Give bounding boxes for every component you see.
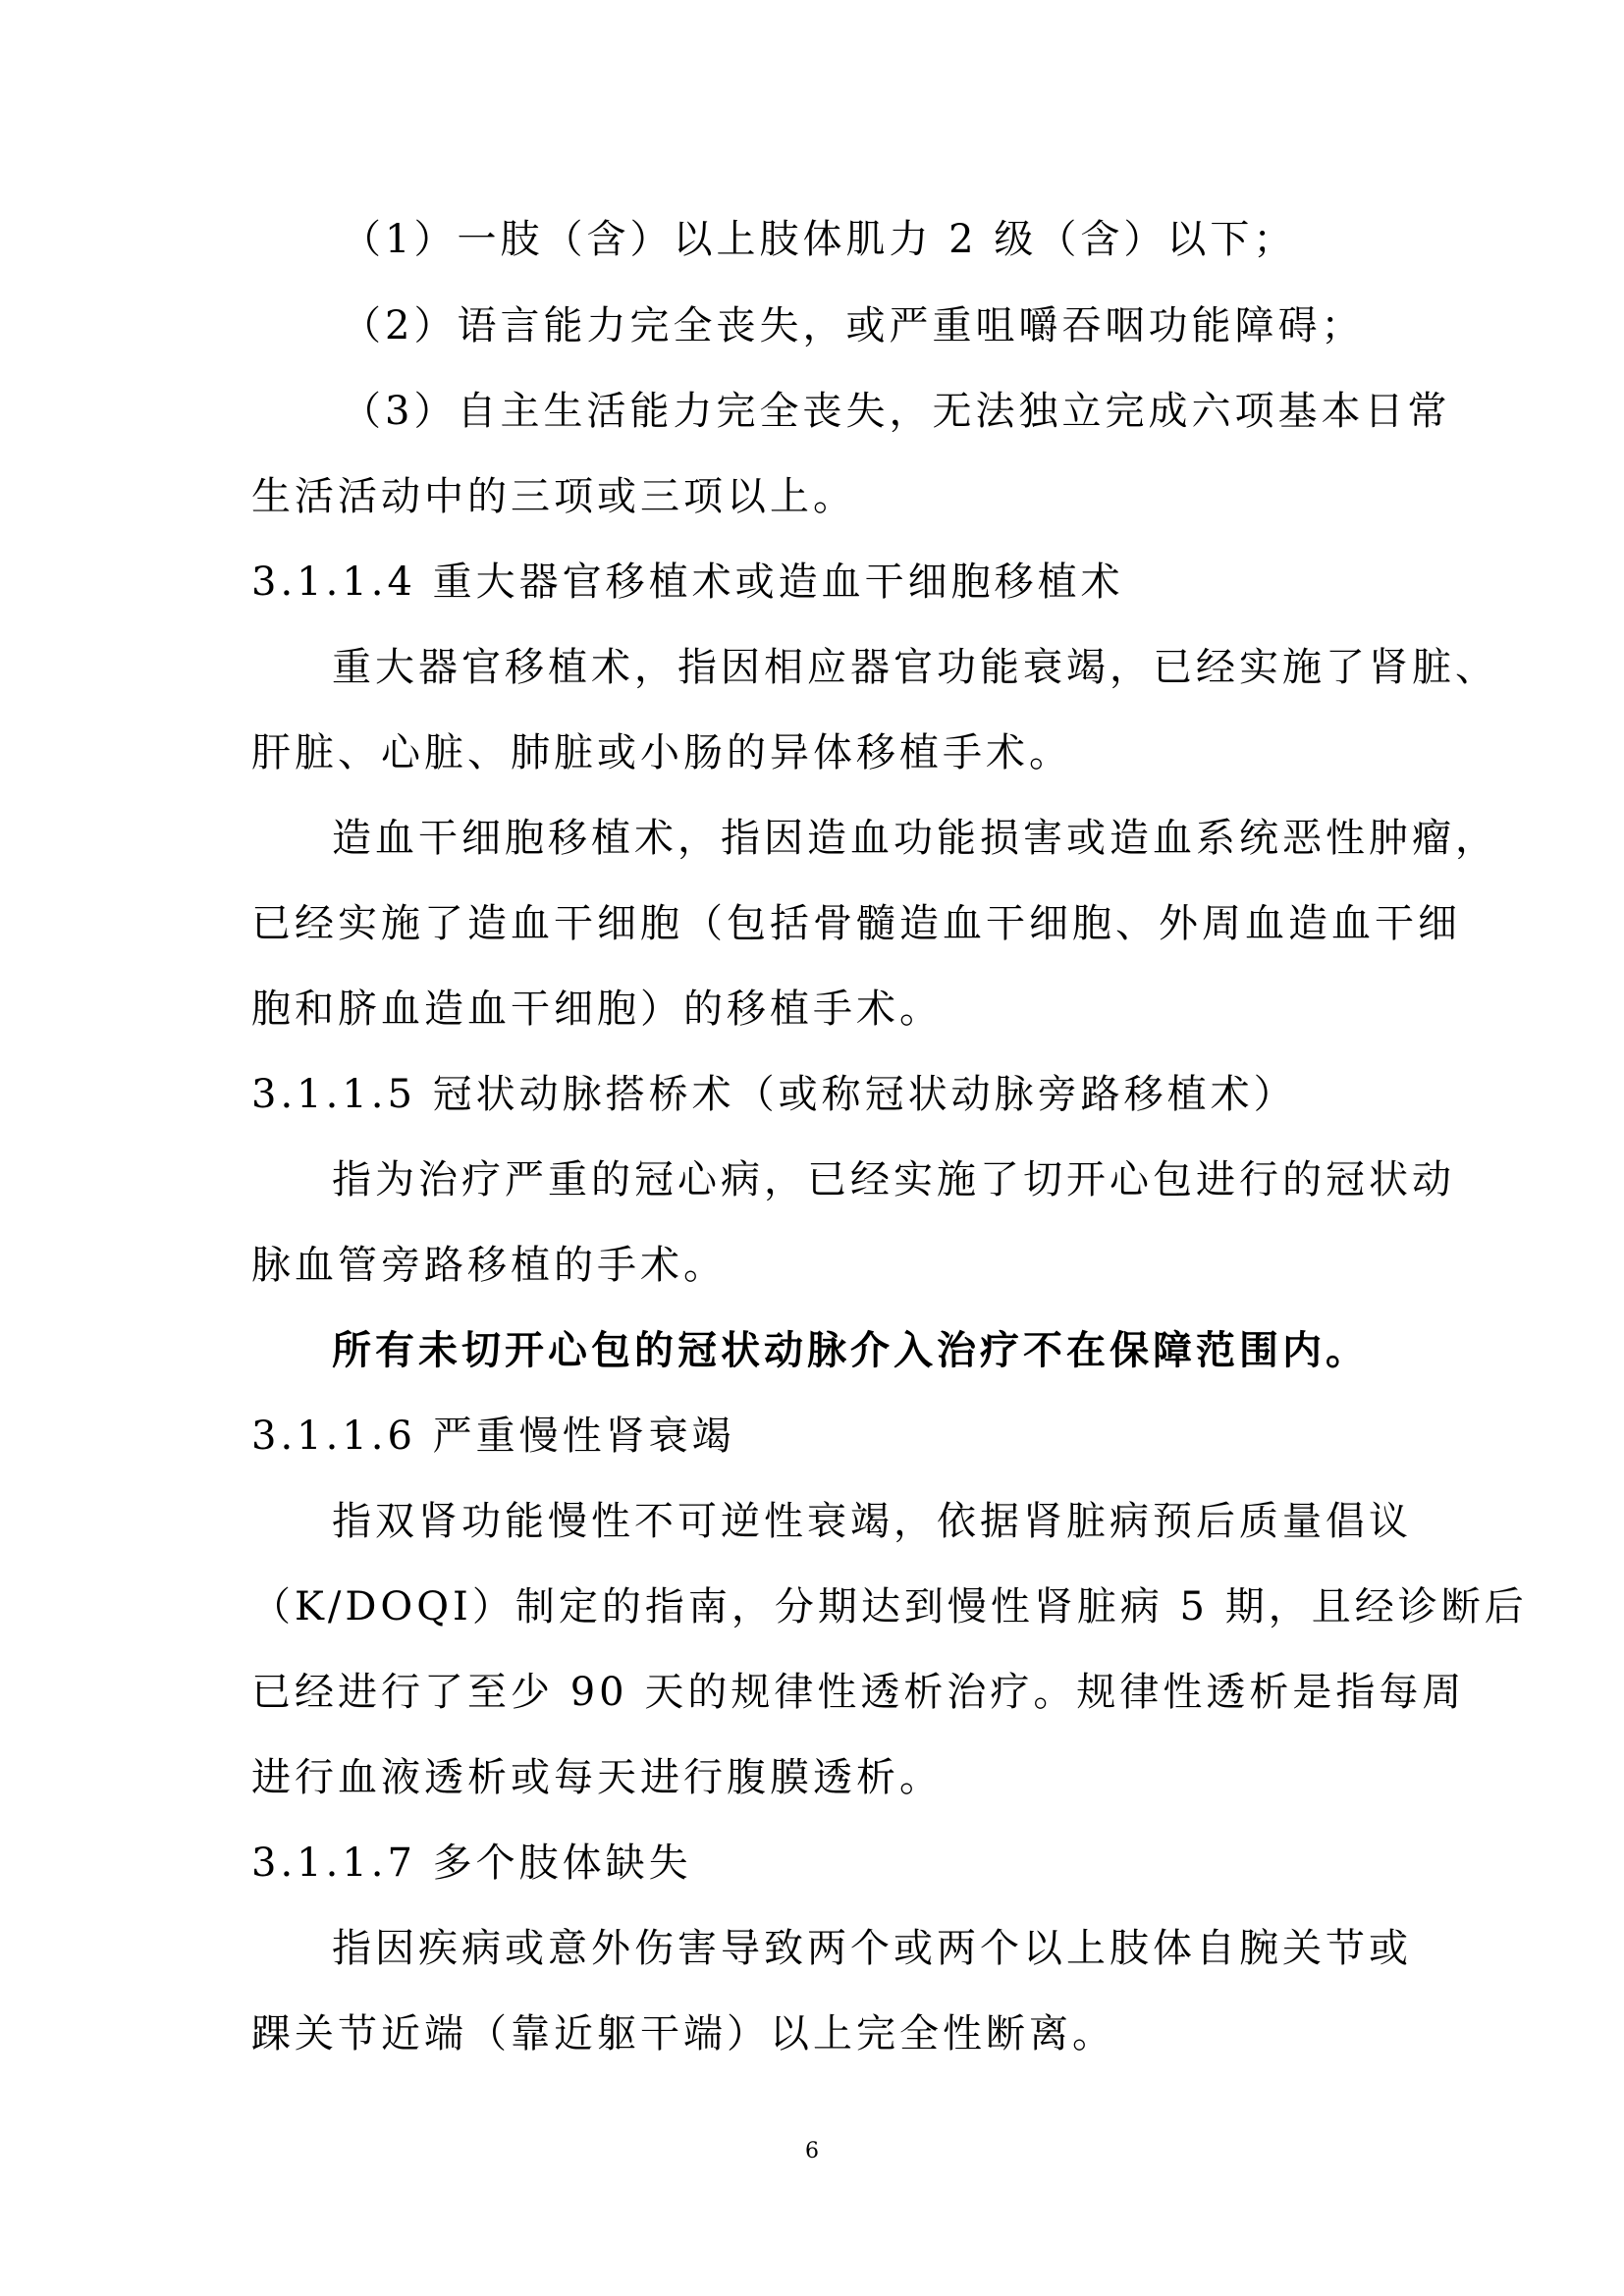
list-item-1: （1）一肢（含）以上肢体肌力 2 级（含）以下； [342, 217, 1297, 262]
paragraph-renal-failure-cont-2: 已经进行了至少 90 天的规律性透析治疗。规律性透析是指每周 [251, 1670, 1466, 1715]
section-heading-3-1-1-5: 3.1.1.5 冠状动脉搭桥术（或称冠状动脉旁路移植术） [251, 1072, 1297, 1117]
paragraph-organ-transplant-cont: 肝脏、心脏、肺脏或小肠的异体移植手术。 [251, 730, 1072, 775]
list-item-2: （2）语言能力完全丧失，或严重咀嚼吞咽功能障碍； [342, 303, 1365, 348]
paragraph-stem-cell: 造血干细胞移植术，指因造血功能损害或造血系统恶性肿瘤， [332, 816, 1498, 861]
paragraph-renal-failure-cont-3: 进行血液透析或每天进行腹膜透析。 [251, 1755, 943, 1800]
page-number: 6 [805, 2139, 819, 2163]
paragraph-organ-transplant: 重大器官移植术，指因相应器官功能衰竭，已经实施了肾脏、 [332, 645, 1498, 690]
paragraph-stem-cell-cont-2: 胞和脐血造血干细胞）的移植手术。 [251, 987, 943, 1032]
paragraph-renal-failure-cont-1: （K/DOQI）制定的指南，分期达到慢性肾脏病 5 期，且经诊断后 [251, 1584, 1528, 1629]
paragraph-cabg: 指为治疗严重的冠心病，已经实施了切开心包进行的冠状动 [332, 1157, 1455, 1202]
list-item-3-continuation: 生活活动中的三项或三项以上。 [251, 474, 856, 519]
section-heading-3-1-1-4: 3.1.1.4 重大器官移植术或造血干细胞移植术 [251, 560, 1124, 605]
list-item-3: （3）自主生活能力完全丧失，无法独立完成六项基本日常 [342, 389, 1451, 434]
paragraph-renal-failure: 指双肾功能慢性不可逆性衰竭，依据肾脏病预后质量倡议 [332, 1499, 1412, 1544]
section-heading-3-1-1-7: 3.1.1.7 多个肢体缺失 [251, 1841, 692, 1886]
section-heading-3-1-1-6: 3.1.1.6 严重慢性肾衰竭 [251, 1414, 735, 1459]
exclusion-note-bold: 所有未切开心包的冠状动脉介入治疗不在保障范围内。 [332, 1327, 1369, 1373]
paragraph-stem-cell-cont-1: 已经实施了造血干细胞（包括骨髓造血干细胞、外周血造血干细 [251, 901, 1461, 946]
paragraph-cabg-cont: 脉血管旁路移植的手术。 [251, 1243, 727, 1288]
paragraph-limb-loss-cont: 踝关节近端（靠近躯干端）以上完全性断离。 [251, 2011, 1115, 2056]
paragraph-limb-loss: 指因疾病或意外伤害导致两个或两个以上肢体自腕关节或 [332, 1926, 1412, 1971]
